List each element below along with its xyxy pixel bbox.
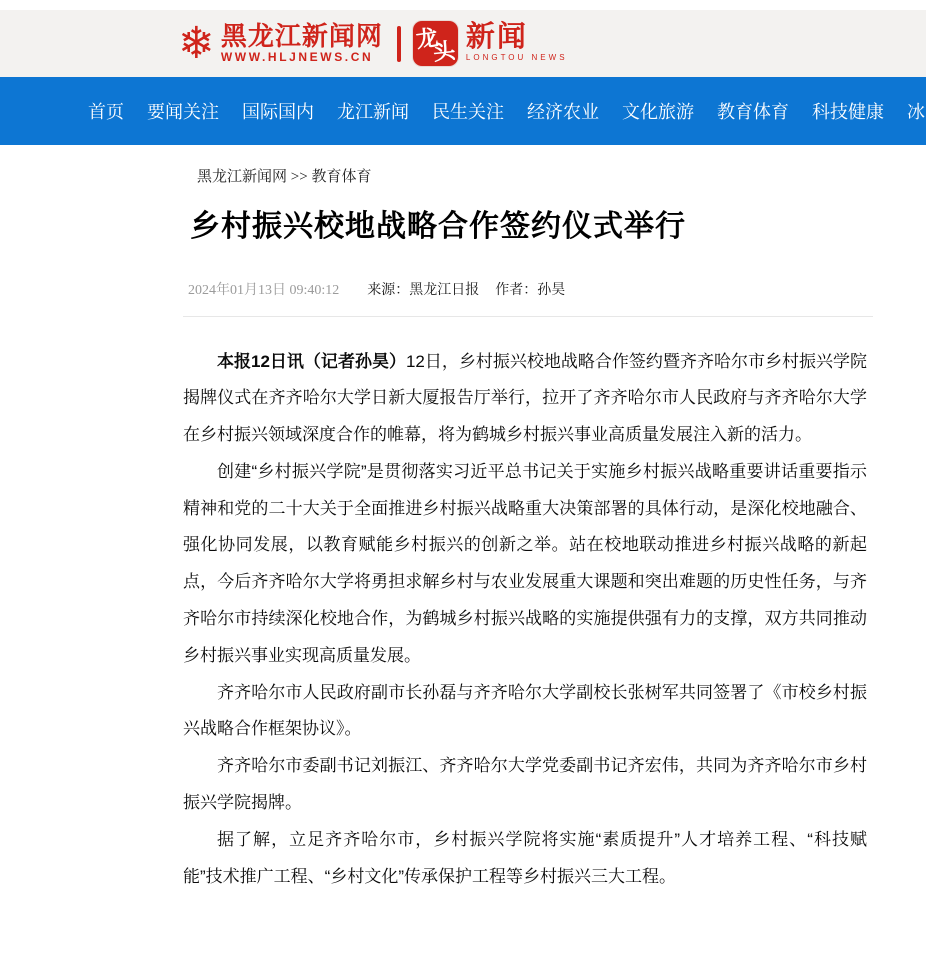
nav-item-longjiang-news[interactable]: 龙江新闻 bbox=[337, 102, 409, 122]
partner-name-block bbox=[466, 23, 568, 63]
paragraph-2: 创建“乡村振兴学院”是贯彻落实习近平总书记关于实施乡村振兴战略重要讲话重要指示精神和党的二十大关于全面推进乡村振兴战略重大决策部署的具体行动，是深化校地融合、强化协同发展，以教育赋能乡村振兴的创新之举。站在校地联动推进乡村振兴战略的新起点，今后齐齐哈尔大学将勇担求解乡村与农业发展重大课题和突出难题的历史性任务，与齐齐哈尔市持续深化校地合作，为鹤城乡村振兴战略的实施提供强有力的支撑，双方共同推动乡村振兴事业实现高质量发展。 bbox=[183, 461, 867, 665]
article-body bbox=[183, 344, 867, 896]
publish-datetime: 2024年01月13日 09:40:12 bbox=[188, 282, 340, 298]
masthead bbox=[0, 10, 926, 77]
nav-item-livelihood[interactable]: 民生关注 bbox=[432, 102, 504, 122]
partner-name: 新闻 bbox=[465, 21, 528, 54]
breadcrumb bbox=[197, 165, 873, 186]
nav-item-home[interactable]: 首页 bbox=[88, 102, 124, 122]
nav-item-education-sports[interactable]: 教育体育 bbox=[717, 102, 789, 122]
nav-item-culture-tourism[interactable]: 文化旅游 bbox=[622, 102, 694, 122]
longtou-char-1: 龙 bbox=[414, 24, 440, 53]
breadcrumb-site-link[interactable]: 黑龙江新闻网 bbox=[197, 169, 288, 185]
nav-item-tech-health[interactable]: 科技健康 bbox=[812, 102, 884, 122]
breadcrumb-section-link[interactable]: 教育体育 bbox=[311, 169, 372, 185]
site-logo[interactable] bbox=[178, 10, 568, 77]
nav-item-ice-truncated[interactable]: 冰 bbox=[907, 102, 925, 122]
paragraph-1-lead: 本报12日讯（记者孙昊） bbox=[217, 351, 406, 371]
article-meta bbox=[188, 279, 873, 299]
nav-item-economy-agriculture[interactable]: 经济农业 bbox=[527, 102, 599, 122]
source-label: 来源：黑龙江日报 bbox=[367, 282, 480, 298]
paragraph-3: 齐齐哈尔市人民政府副市长孙磊与齐齐哈尔大学副校长张树军共同签署了《市校乡村振兴战略合作框架协议》。 bbox=[183, 682, 867, 739]
site-name: 黑龙江新闻网 bbox=[220, 21, 383, 52]
breadcrumb-separator: >> bbox=[290, 169, 308, 185]
top-white-strip bbox=[0, 0, 926, 10]
paragraph-1-text: 12日，乡村振兴校地战略合作签约暨齐齐哈尔市乡村振兴学院揭牌仪式在齐齐哈尔大学日新大厦报告厅举行，拉开了齐齐哈尔市人民政府与齐齐哈尔大学在乡村振兴领域深度合作的帷幕，将为鹤城乡村振兴事业高质量发展注入新的活力。 bbox=[183, 351, 867, 445]
paragraph-5: 据了解，立足齐齐哈尔市，乡村振兴学院将实施“素质提升”人才培养工程、“科技赋能”技术推广工程、“乡村文化”传承保护工程等乡村振兴三大工程。 bbox=[183, 829, 867, 886]
author-label: 作者：孙昊 bbox=[495, 282, 566, 298]
site-url: WWW.HLJNEWS.CN bbox=[220, 49, 374, 64]
article-page bbox=[183, 165, 873, 895]
nav-item-international-domestic[interactable]: 国际国内 bbox=[242, 102, 314, 122]
paragraph-4: 齐齐哈尔市委副书记刘振江、齐齐哈尔大学党委副书记齐宏伟，共同为齐齐哈尔市乡村振兴学院揭牌。 bbox=[183, 756, 867, 813]
article-title: 乡村振兴校地战略合作签约仪式举行 bbox=[190, 210, 686, 243]
longtou-char-2: 头 bbox=[431, 37, 457, 66]
main-navbar bbox=[0, 77, 926, 145]
partner-subtitle: LONGTOU NEWS bbox=[465, 53, 568, 63]
site-name-block bbox=[221, 23, 383, 63]
paragraph-1 bbox=[183, 344, 867, 454]
longtou-logo-icon[interactable] bbox=[413, 21, 458, 66]
meta-divider-line bbox=[183, 316, 873, 317]
snowflake-icon: ❄ bbox=[178, 17, 215, 69]
logo-divider bbox=[397, 26, 401, 62]
nav-item-key-news[interactable]: 要闻关注 bbox=[147, 102, 219, 122]
